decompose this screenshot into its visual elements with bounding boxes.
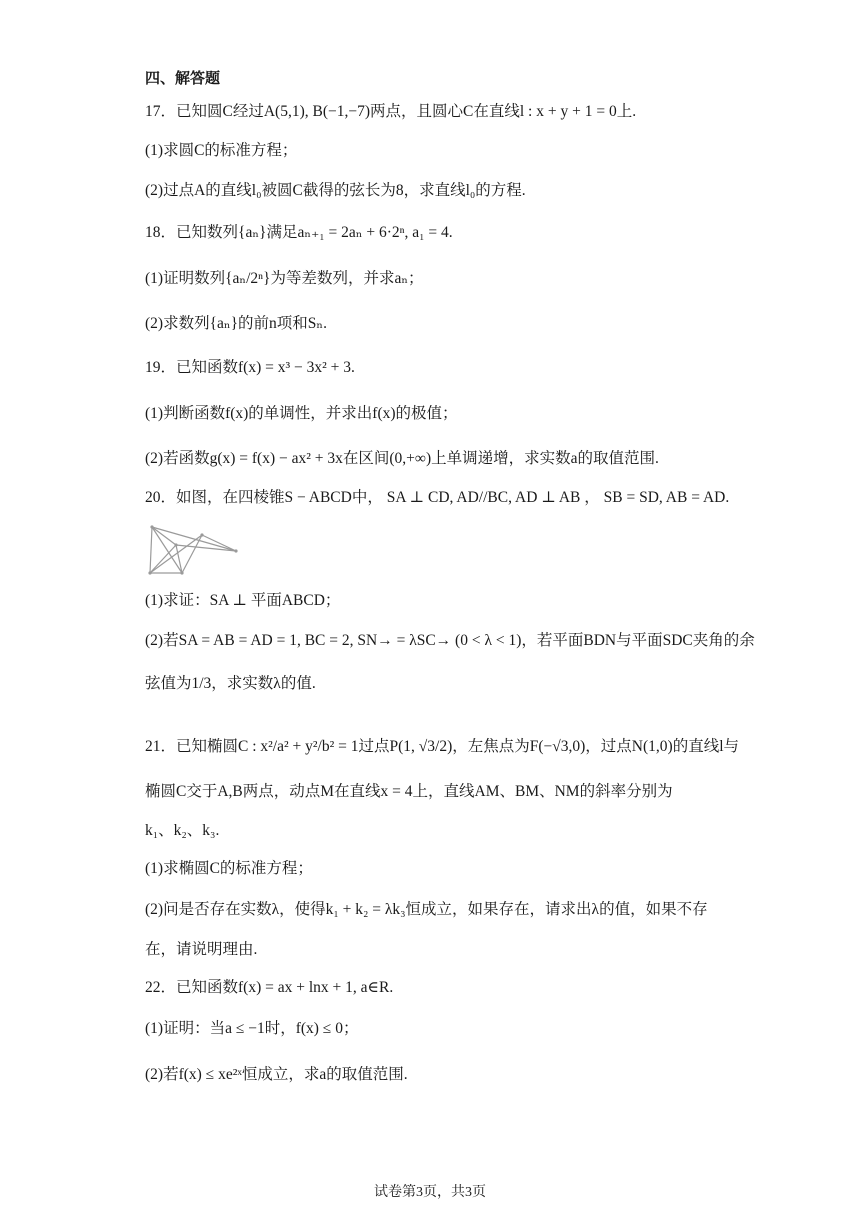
problem-20-part-1: (1)求证：SA ⊥ 平面ABCD； bbox=[145, 592, 341, 609]
problem-text: 已知椭圆C : x²/a² + y²/b² = 1过点P(1, √3/2)，左焦点为F(−√3,0)，过点N(1,0)的直线l与 bbox=[176, 738, 739, 755]
problem-22-stem bbox=[145, 977, 800, 999]
problem-number: 22． bbox=[145, 979, 177, 996]
pyramid-figure bbox=[146, 521, 242, 579]
problem-text: 如图，在四棱锥S − ABCD中， SA ⊥ CD, AD//BC, AD ⊥ AB ， SB = SD, AB = AD. bbox=[176, 489, 730, 506]
problem-number: 17． bbox=[145, 103, 177, 120]
problem-text: 已知数列{aₙ}满足aₙ₊₁ = 2aₙ + 6·2ⁿ, a₁ = 4. bbox=[176, 224, 453, 241]
problem-17-part-2: (2)过点A的直线l₀被圆C截得的弦长为8，求直线l₀的方程. bbox=[145, 182, 526, 199]
problem-21-part-2: (2)问是否存在实数λ，使得k₁ + k₂ = λk₃恒成立，如果存在，请求出λ的值，如果不存 bbox=[145, 901, 708, 918]
problem-20-part-2-cont: 弦值为1/3，求实数λ的值. bbox=[145, 675, 316, 692]
problem-21-part-1: (1)求椭圆C的标准方程； bbox=[145, 860, 313, 877]
section-title: 四、解答题 bbox=[145, 69, 221, 87]
problem-text: 已知函数f(x) = x³ − 3x² + 3. bbox=[176, 359, 355, 376]
problem-21-stem-2: 椭圆C交于A,B两点，动点M在直线x = 4上，直线AM、BM、NM的斜率分别为 bbox=[145, 783, 673, 800]
problem-number: 21． bbox=[145, 738, 177, 755]
problem-20-stem bbox=[145, 487, 800, 509]
problem-number: 19． bbox=[145, 359, 177, 376]
problem-19-part-2: (2)若函数g(x) = f(x) − ax² + 3x在区间(0,+∞)上单调递增，求实数a的取值范围. bbox=[145, 450, 659, 467]
problem-21-stem-3: k₁、k₂、k₃. bbox=[145, 822, 220, 839]
problem-number: 18． bbox=[145, 224, 177, 241]
problem-21-stem bbox=[145, 736, 800, 758]
problem-18-stem bbox=[145, 222, 800, 244]
problem-17-stem bbox=[145, 101, 800, 123]
problem-21-part-2-cont: 在，请说明理由. bbox=[145, 941, 258, 958]
problem-number: 20． bbox=[145, 489, 177, 506]
problem-18-part-1: (1)证明数列{aₙ/2ⁿ}为等差数列，并求aₙ； bbox=[145, 270, 424, 287]
problem-text: 已知函数f(x) = ax + lnx + 1, a∈R. bbox=[176, 979, 394, 996]
problem-17-part-1: (1)求圆C的标准方程； bbox=[145, 142, 298, 159]
page-footer: 试卷第3页，共3页 bbox=[374, 1185, 486, 1200]
problem-19-part-1: (1)判断函数f(x)的单调性，并求出f(x)的极值； bbox=[145, 405, 458, 422]
problem-20-part-2: (2)若SA = AB = AD = 1, BC = 2, SN→ = λSC→ (0 < λ < 1)，若平面BDN与平面SDC夹角的余 bbox=[145, 632, 755, 649]
problem-18-part-2: (2)求数列{aₙ}的前n项和Sₙ. bbox=[145, 315, 327, 332]
problem-19-stem bbox=[145, 357, 800, 379]
problem-text: 已知圆C经过A(5,1), B(−1,−7)两点，且圆心C在直线l : x + y + 1 = 0上. bbox=[176, 103, 637, 120]
problem-22-part-1: (1)证明：当a ≤ −1时，f(x) ≤ 0； bbox=[145, 1020, 359, 1037]
problem-22-part-2: (2)若f(x) ≤ xe²ˣ恒成立，求a的取值范围. bbox=[145, 1066, 408, 1083]
